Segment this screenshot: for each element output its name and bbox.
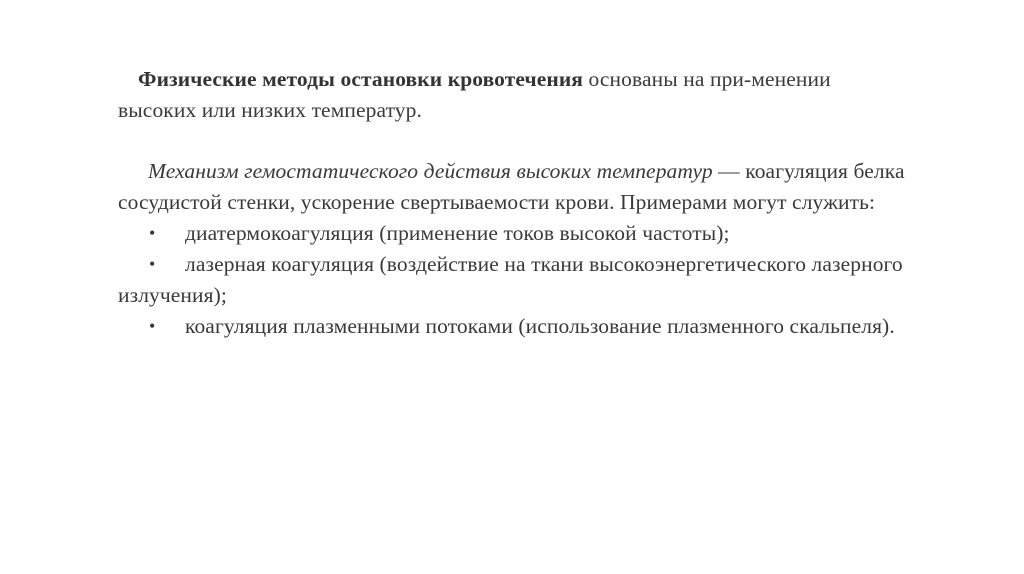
bullet-icon: • <box>149 316 156 336</box>
list-item-text: коагуляция плазменными потоками (использование плазменного скальпеля). <box>185 314 895 338</box>
paragraph-text: основаны на при-менении высоких или низких температур. <box>118 67 831 122</box>
paragraph-text: — коагуляция белка сосудистой стенки, ускорение свертываемости крови. Примерами могут служить: <box>118 159 905 214</box>
bullet-icon: • <box>149 254 156 274</box>
italic-phrase: Механизм гемостатического действия высоких температур <box>148 159 713 183</box>
list-item-text: диатермокоагуляция (применение токов высокой частоты); <box>185 221 730 245</box>
list-item-text: лазерная коагуляция (воздействие на ткани высокоэнергетического лазерного излучения); <box>118 252 903 307</box>
paragraph-mechanism <box>118 156 908 218</box>
list-item <box>118 311 908 342</box>
paragraph-physical-methods <box>118 64 908 126</box>
list-item <box>118 249 908 311</box>
list-item <box>118 218 908 249</box>
text-block <box>118 64 908 342</box>
bullet-icon: • <box>149 223 156 243</box>
examples-list <box>118 218 908 342</box>
bold-heading-phrase: Физические методы остановки кровотечения <box>138 67 584 91</box>
